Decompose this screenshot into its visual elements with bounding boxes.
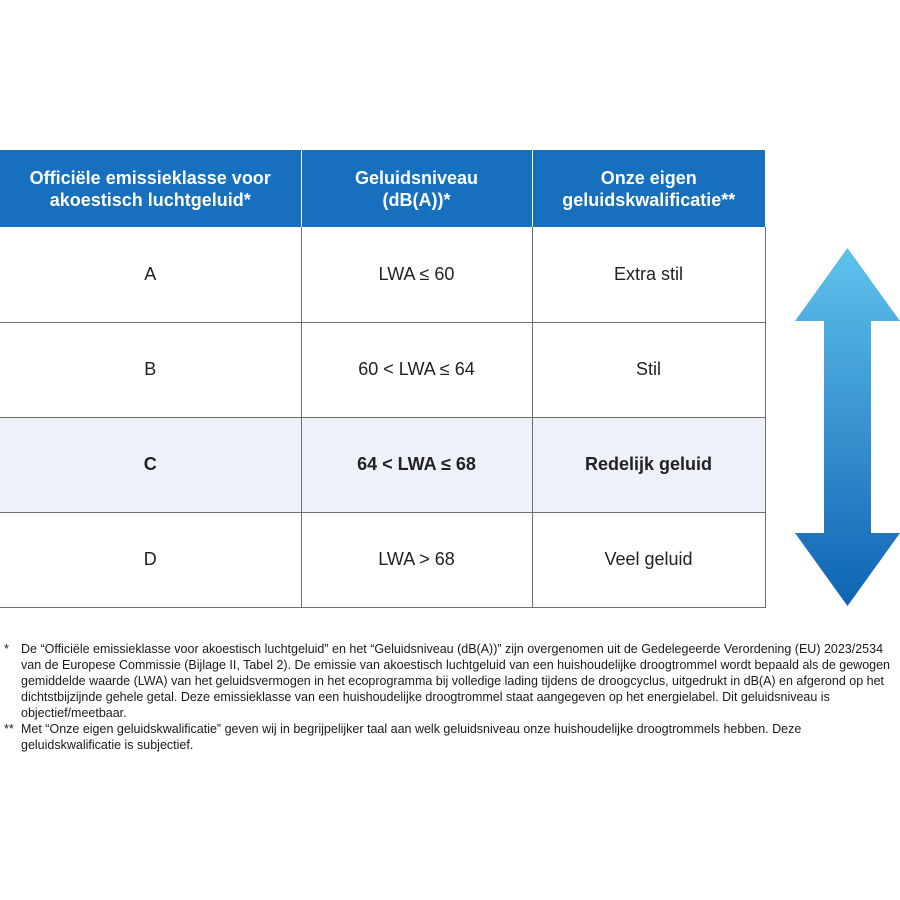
footnote-text: Met “Onze eigen geluidskwalificatie” geven wij in begrijpelijker taal aan welk geluidsniveau onze huishoudelijke droogtrommels hebben. Deze geluidskwalificatie is subjectief. — [21, 722, 802, 752]
cell-kwalificatie: Redelijk geluid — [532, 417, 765, 512]
cell-klasse: B — [0, 322, 301, 417]
footnote-text: De “Officiële emissieklasse voor akoestisch luchtgeluid” en het “Geluidsniveau (dB(A))” zijn overgenomen uit de Gedelegeerde Verordening (EU) 2023/2534 van de Europese Commissie (Bijlage II, Tabel 2). De emissie van akoestisch luchtgeluid van een huishoudelijke droogtrommel wordt bepaald als de gewogen gemiddelde waarde (LWA) van het geluidsvermogen in het ecoprogramma bij volledige lading tijdens de droogcyclus, uitgedrukt in dB(A) en afgerond op het dichtstbijzijnde gehele getal. Deze emissieklasse van een huishoudelijke droogtrommel staat aangegeven op het energielabel. Dit geluidsniveau is objectief/meetbaar. — [21, 642, 891, 720]
cell-klasse: A — [0, 227, 301, 322]
noise-class-table — [0, 150, 766, 608]
footnote-mark: ** — [4, 722, 14, 736]
footnote-single-asterisk — [4, 641, 894, 721]
cell-kwalificatie: Extra stil — [532, 227, 765, 322]
footnotes — [4, 641, 894, 753]
table-row-highlighted — [0, 417, 765, 512]
cell-niveau: LWA ≤ 60 — [301, 227, 532, 322]
header-geluidsniveau — [301, 150, 532, 227]
table-row — [0, 512, 765, 607]
table-row — [0, 227, 765, 322]
header-geluidskwalificatie-label: Onze eigen geluidskwalificatie** — [562, 167, 736, 210]
footnote-double-asterisk — [4, 721, 894, 753]
cell-kwalificatie: Stil — [532, 322, 765, 417]
double-headed-vertical-arrow-icon — [795, 248, 900, 606]
header-geluidskwalificatie — [532, 150, 765, 227]
cell-kwalificatie: Veel geluid — [532, 512, 765, 607]
cell-niveau: 64 < LWA ≤ 68 — [301, 417, 532, 512]
cell-niveau: 60 < LWA ≤ 64 — [301, 322, 532, 417]
cell-klasse: C — [0, 417, 301, 512]
header-geluidsniveau-label: Geluidsniveau (dB(A))* — [354, 167, 479, 210]
footnote-mark: * — [4, 642, 9, 656]
header-emissieklasse — [0, 150, 301, 227]
cell-klasse: D — [0, 512, 301, 607]
table-header-row — [0, 150, 765, 227]
cell-niveau: LWA > 68 — [301, 512, 532, 607]
header-emissieklasse-label: Officiële emissieklasse voor akoestisch luchtgeluid* — [29, 167, 271, 210]
table-row — [0, 322, 765, 417]
